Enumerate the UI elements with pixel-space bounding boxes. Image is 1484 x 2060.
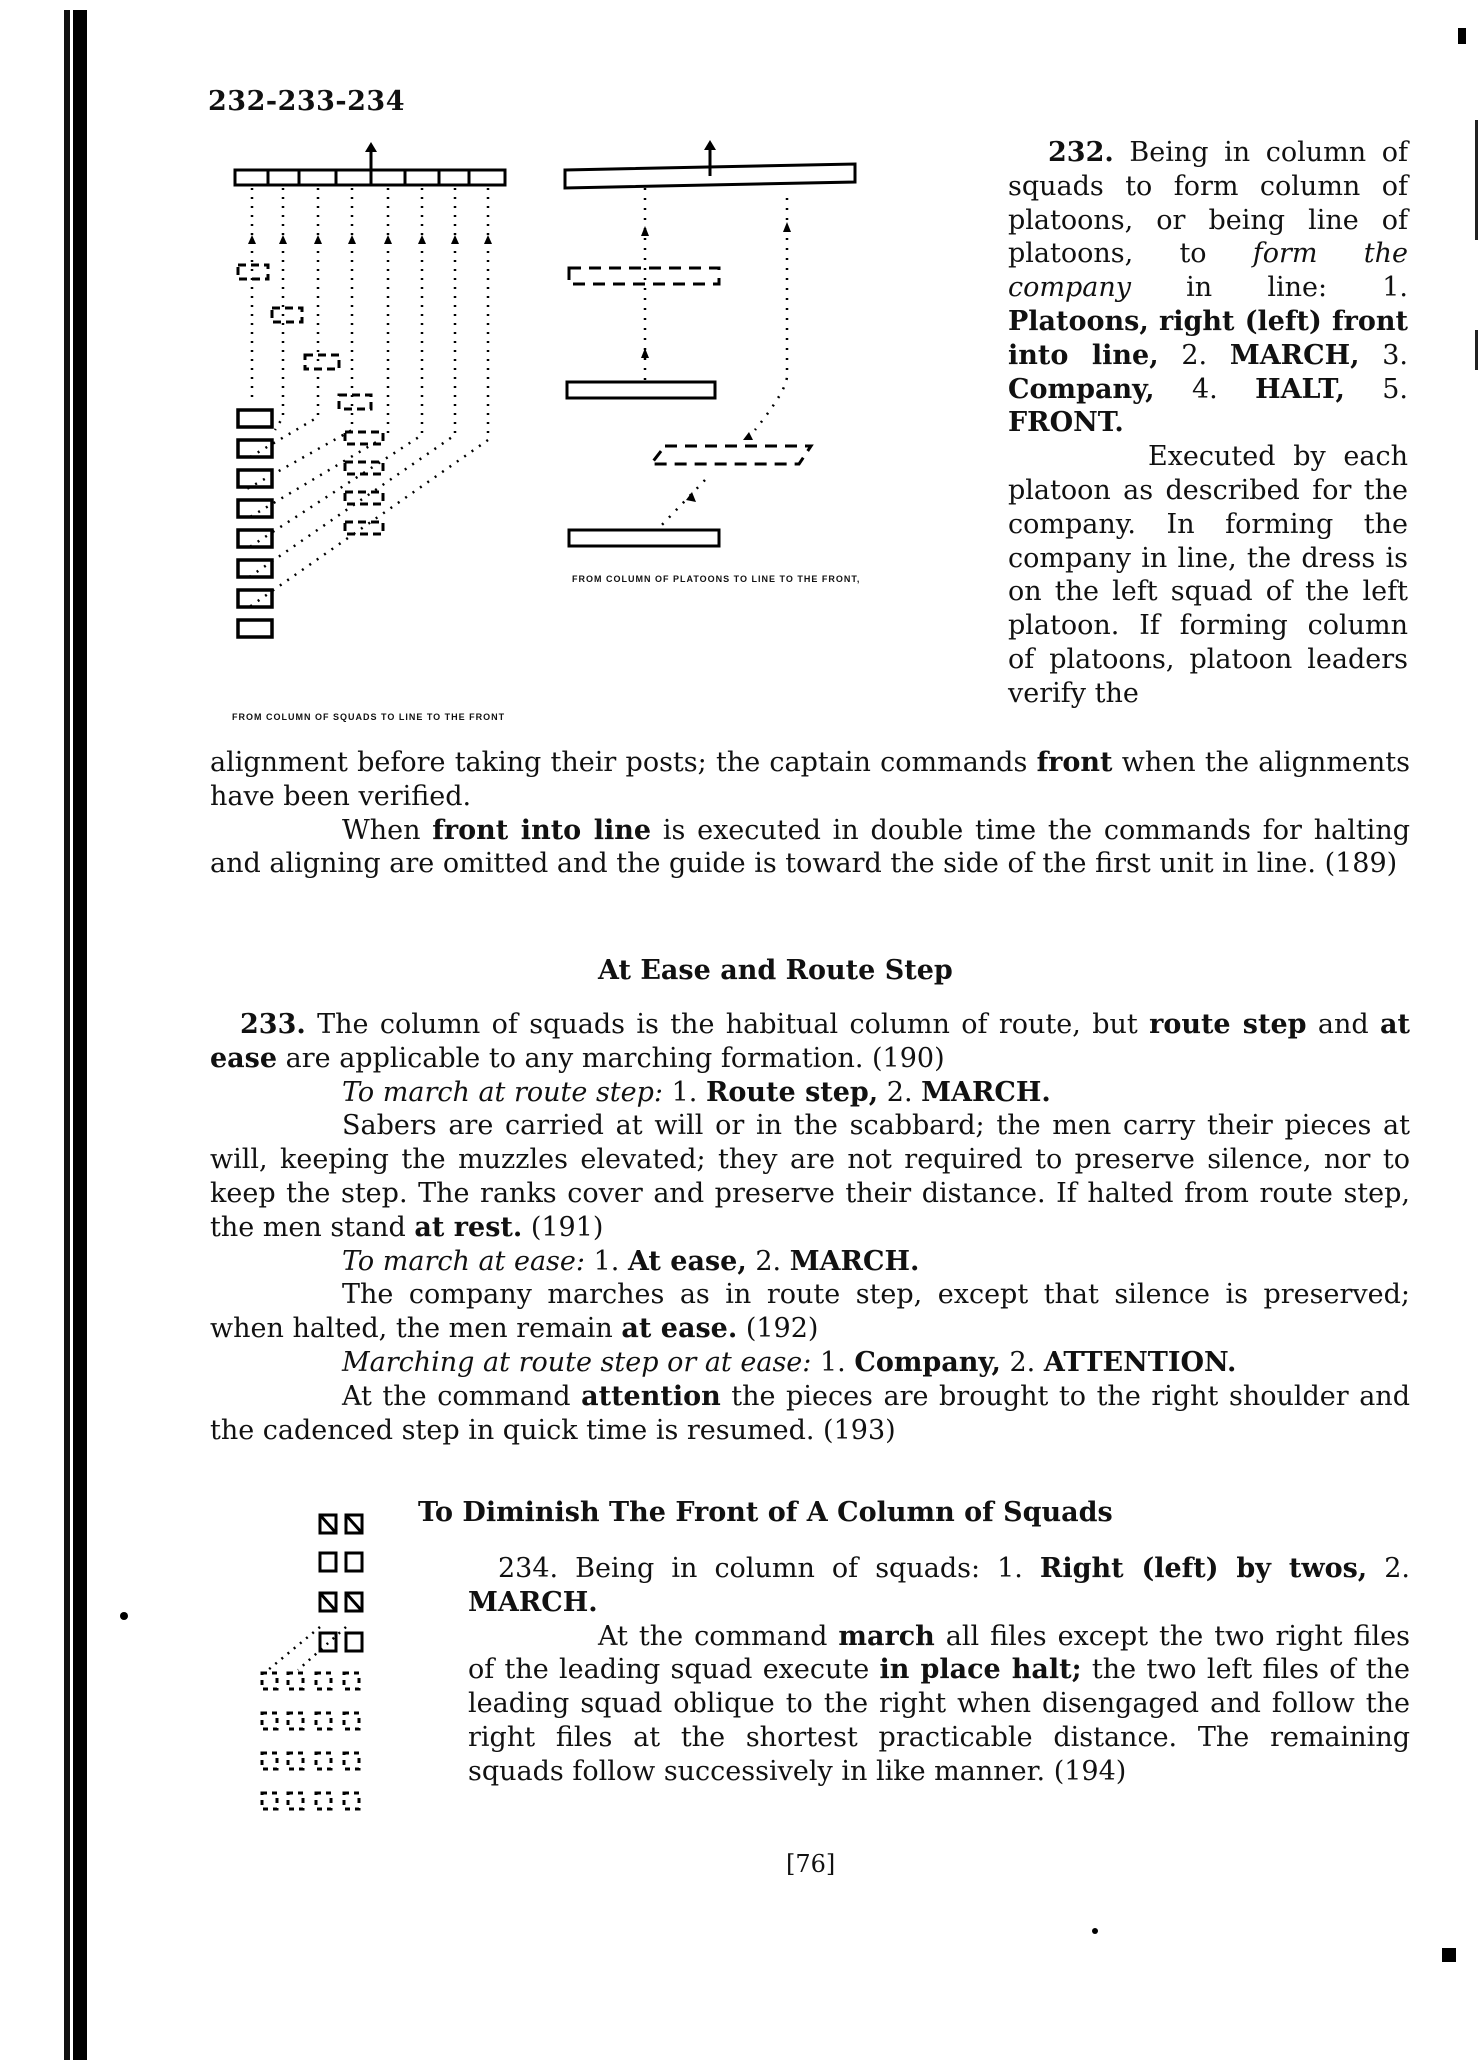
section-232-paragraph-3: When front into line is executed in double time the commands for halting and aligning are omitted and the guide is toward the side of the first unit in line. (189): [210, 814, 1410, 880]
command: HALT,: [1255, 373, 1345, 405]
scan-mark: [1442, 1948, 1456, 1962]
scan-mark: [1458, 28, 1466, 44]
section-233-body: [210, 1008, 1410, 1447]
page-number: [76]: [786, 1850, 836, 1878]
section-232-paragraph-2: Executed by each platoon as described for the company. In forming the company in line, the dress is on the left squad of the left platoon. If forming column of platoons, platoon leaders verify the: [1008, 441, 1408, 709]
section-number: 233.: [240, 1009, 306, 1040]
diagram-diminish-front: [258, 1505, 398, 1845]
command: MARCH,: [1229, 339, 1360, 371]
page-edge-mark: [1475, 330, 1478, 370]
section-232-paragraph-2-continued: alignment before taking their posts; the captain commands front when the alignments have been verified.: [210, 747, 1411, 812]
section-number: 232.: [1048, 137, 1114, 168]
command: Platoons, right (left) front into line,: [1008, 305, 1408, 371]
section-number: 234.: [498, 1553, 559, 1584]
binding-edge-thin: [64, 10, 72, 2060]
section-233-paragraph-3: Sabers are carried at will or in the scabbard; the men carry their pieces at will, keeping the muzzles elevated; they are not required to preserve silence, nor to keep the step. The ranks cover and preserve their distance. If halted from route step, the men stand at rest. (191): [210, 1110, 1410, 1243]
command: Company,: [1008, 373, 1155, 405]
section-234-paragraph-2: At the command march all files except the two right files of the leading squad execute in place halt; the two left files of the leading squad oblique to the right when disengaged and follow the right files at the shortest practicable distance. The remaining squads follow successively in like manner. (194): [468, 1620, 1410, 1787]
section-234-body: [468, 1552, 1410, 1789]
section-233-route-step-command: To march at route step: 1. Route step, 2. MARCH.: [342, 1076, 1051, 1108]
diagram-squads-to-line: [205, 140, 535, 680]
binding-edge-thick: [73, 10, 87, 2060]
diagram-platoons-to-line: [555, 140, 975, 560]
section-232-side-text: [1008, 136, 1408, 711]
figure-caption: FROM COLUMN OF SQUADS TO LINE TO THE FRONT: [232, 712, 506, 722]
section-233-attention-command: Marching at route step or at ease: 1. Company, 2. ATTENTION.: [342, 1346, 1237, 1378]
scan-mark: [1092, 1928, 1098, 1934]
section-232-continuation: [210, 746, 1410, 881]
section-233-at-ease-command: To march at ease: 1. At ease, 2. MARCH.: [342, 1245, 920, 1277]
section-233-paragraph-1: 233. The column of squads is the habitual column of route, but route step and at ease are applicable to any marching formation. (190): [210, 1009, 1410, 1074]
section-233-paragraph-7: At the command attention the pieces are brought to the right shoulder and the cadenced step in quick time is resumed. (193): [210, 1380, 1410, 1446]
section-233-paragraph-5: The company marches as in route step, except that silence is preserved; when halted, the men remain at ease. (192): [210, 1279, 1410, 1345]
section-234-paragraph-1: 234. Being in column of squads: 1. Right (left) by twos, 2. MARCH.: [468, 1553, 1411, 1618]
section-233-heading: At Ease and Route Step: [598, 955, 953, 986]
section-232-paragraph-1: 232. Being in column of squads to form column of platoons, or being line of platoons, to form the company in line: 1. Platoons, right (left) front into line, 2. MARCH, 3. Company, 4. HALT, 5. FRONT.: [1008, 137, 1408, 439]
section-234-heading: To Diminish The Front of A Column of Squads: [418, 1497, 1113, 1528]
page-edge-mark: [1475, 120, 1478, 240]
figure-caption: FROM COLUMN OF PLATOONS TO LINE TO THE FRONT,: [572, 574, 861, 584]
section-range-header: 232-233-234: [208, 86, 405, 117]
command: FRONT.: [1008, 407, 1124, 439]
scan-mark: [120, 1612, 128, 1620]
